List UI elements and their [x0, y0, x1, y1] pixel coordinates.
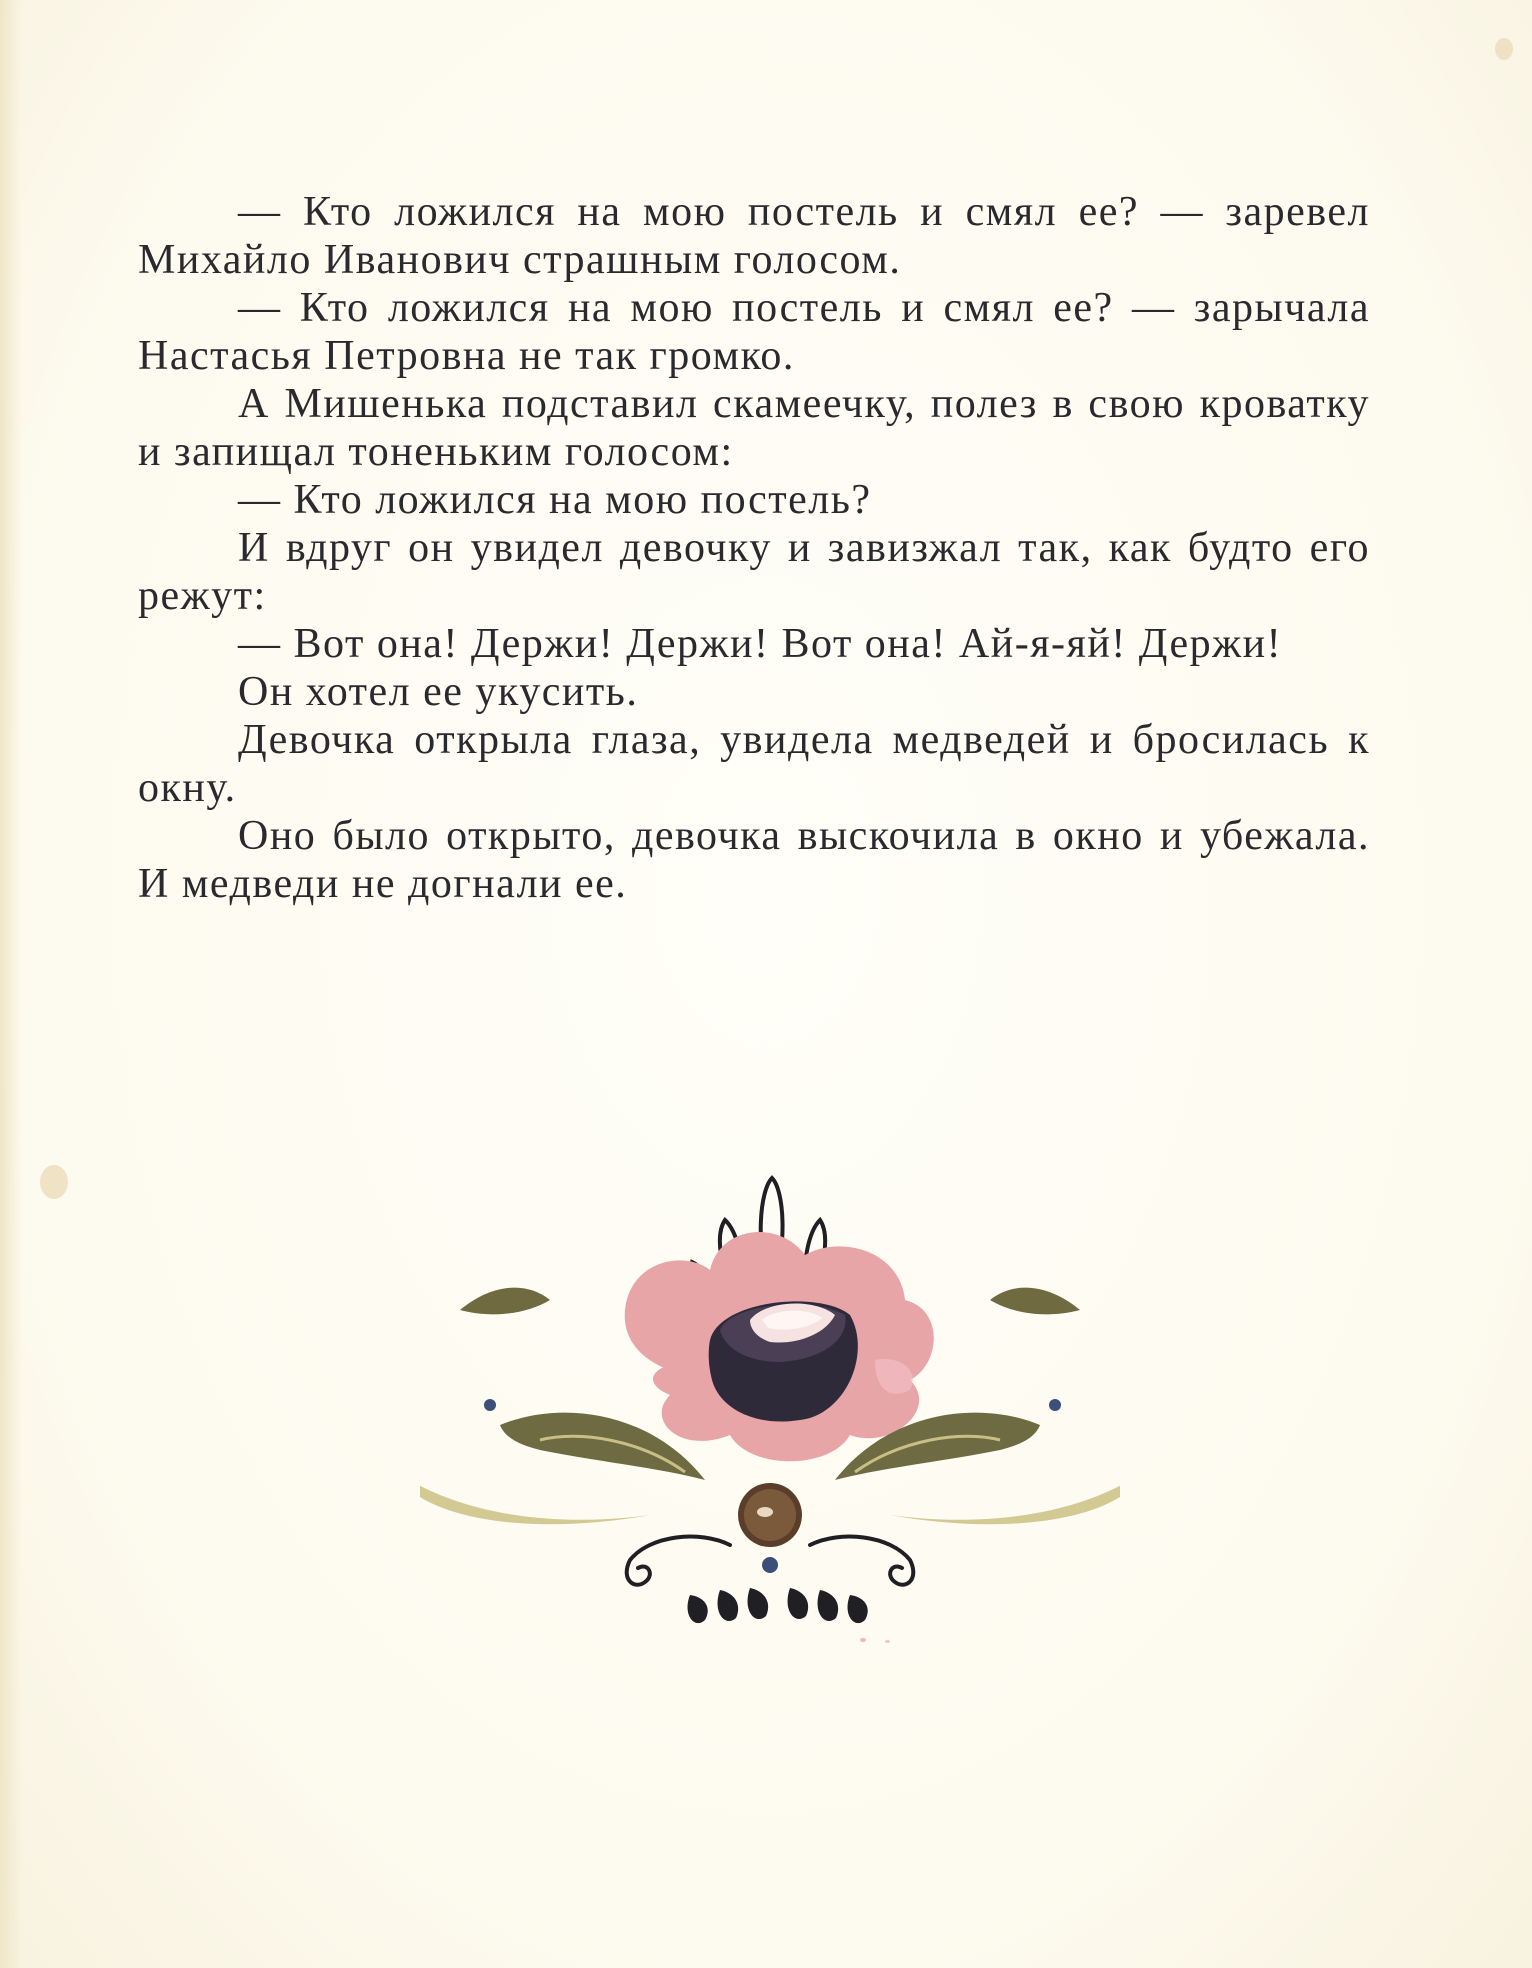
paragraph: — Вот она! Держи! Держи! Вот она! Ай-я-яй! Держи!: [238, 621, 1283, 667]
leaf-right-top: [990, 1288, 1080, 1315]
blue-dot: [1049, 1399, 1061, 1411]
paragraph: — Кто ложился на мою постель и смял ее? — заревел Михайло Иванович страшным голосом.: [138, 189, 1370, 283]
paper-speck: [885, 1640, 890, 1643]
paragraph: Оно было открыто, девочка выскочила в окно и убежала. И медведи не догнали ее.: [138, 813, 1370, 907]
paragraph: — Кто ложился на мою постель?: [238, 477, 872, 523]
blue-dot: [484, 1399, 496, 1411]
teardrops: [688, 1588, 868, 1623]
story-text: [138, 188, 1370, 908]
blue-dot: [762, 1557, 778, 1573]
paragraph: Он хотел ее укусить.: [238, 669, 639, 715]
paragraph: А Мишенька подставил скамеечку, полез в свою кроватку и запищал тоненьким голосом:: [138, 381, 1370, 475]
paper-stain: [40, 1165, 68, 1199]
painted-flower-ornament-icon: [420, 1150, 1120, 1630]
page-edge-shadow: [0, 0, 22, 1968]
paragraph: Девочка открыла глаза, увидела медведей и бросилась к окну.: [138, 717, 1370, 811]
paragraph: И вдруг он увидел девочку и завизжал так, как будто его режут:: [138, 525, 1370, 619]
paper-speck: [860, 1638, 866, 1642]
paper-stain: [1495, 38, 1513, 60]
paragraph: — Кто ложился на мою постель и смял ее? — зарычала Настасья Петровна не так громко.: [138, 285, 1370, 379]
leaf-left-top: [460, 1288, 550, 1315]
